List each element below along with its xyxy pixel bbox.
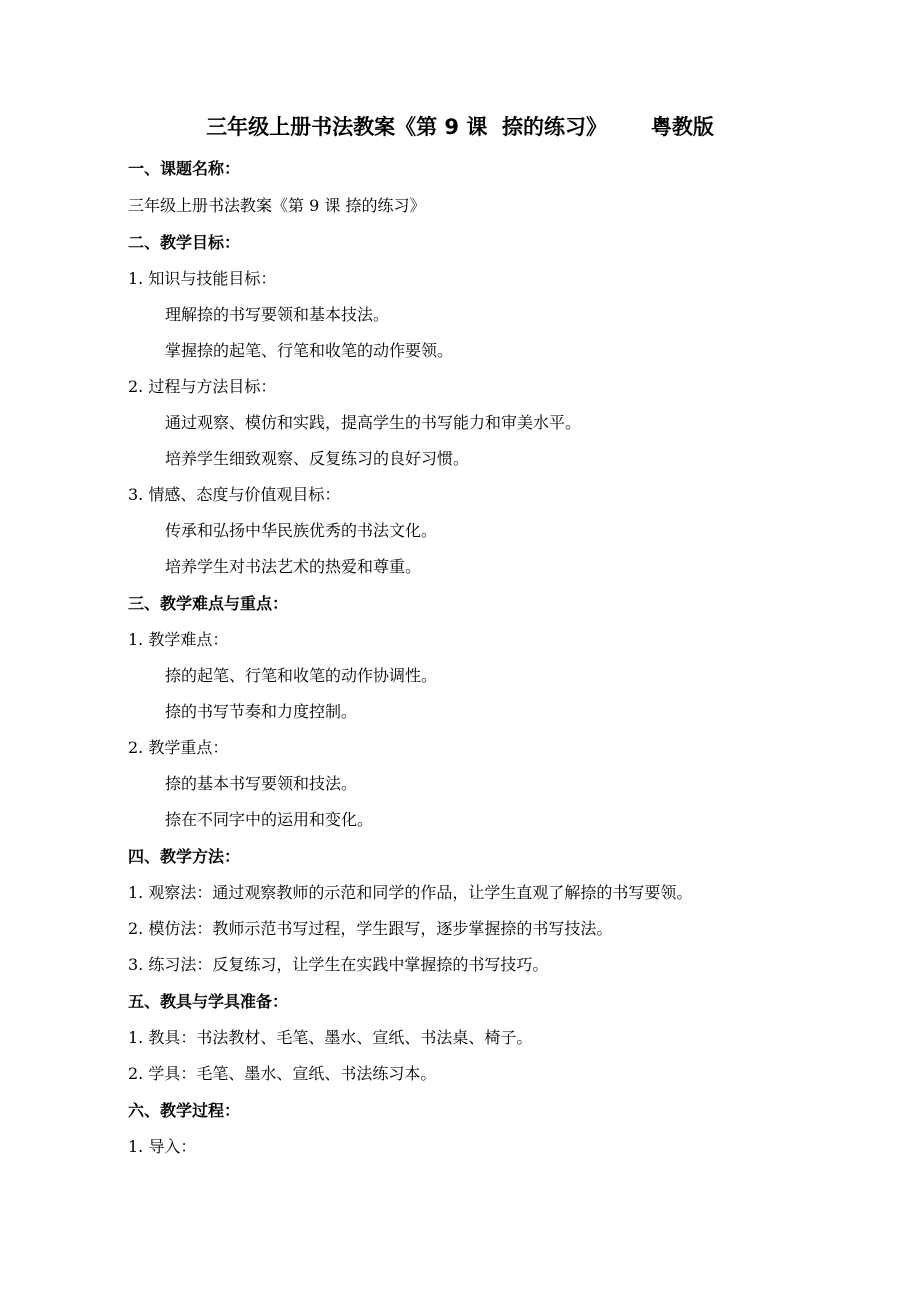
objective-line: 传承和弘扬中华民族优秀的书法文化。: [165, 521, 438, 540]
section-heading-topic: 一、课题名称：: [128, 159, 241, 178]
objective-label-process: 2. 过程与方法目标：: [128, 377, 277, 396]
objective-line: 培养学生细致观察、反复练习的良好习惯。: [165, 449, 470, 468]
method-line: 1. 观察法：通过观察教师的示范和同学的作品，让学生直观了解捺的书写要领。: [128, 883, 693, 902]
materials-line: 1. 教具：书法教材、毛笔、墨水、宣纸、书法桌、椅子。: [128, 1028, 533, 1047]
topic-name-text: 三年级上册书法教案《第 9 课 捺的练习》: [128, 196, 426, 215]
keypoint-line: 捺的基本书写要领和技法。: [165, 774, 358, 793]
section-heading-difficulties: 三、教学难点与重点：: [128, 594, 289, 613]
method-line: 2. 模仿法：教师示范书写过程，学生跟写，逐步掌握捺的书写技法。: [128, 919, 613, 938]
process-line: 1. 导入：: [128, 1137, 197, 1156]
section-heading-methods: 四、教学方法：: [128, 847, 241, 866]
keypoint-label: 2. 教学重点：: [128, 738, 229, 757]
objective-line: 培养学生对书法艺术的热爱和尊重。: [165, 557, 422, 576]
difficulty-line: 捺的书写节奏和力度控制。: [165, 702, 358, 721]
difficulty-line: 捺的起笔、行笔和收笔的动作协调性。: [165, 666, 438, 685]
difficulty-label: 1. 教学难点：: [128, 630, 229, 649]
objective-line: 掌握捺的起笔、行笔和收笔的动作要领。: [165, 341, 454, 360]
document-title: 三年级上册书法教案《第 9 课 捺的练习》 粤教版: [206, 115, 714, 139]
materials-line: 2. 学具：毛笔、墨水、宣纸、书法练习本。: [128, 1064, 437, 1083]
section-heading-objectives: 二、教学目标：: [128, 233, 241, 252]
objective-line: 理解捺的书写要领和基本技法。: [165, 305, 390, 324]
objective-line: 通过观察、模仿和实践，提高学生的书写能力和审美水平。: [165, 413, 582, 432]
objective-label-knowledge: 1. 知识与技能目标：: [128, 269, 277, 288]
keypoint-line: 捺在不同字中的运用和变化。: [165, 810, 374, 829]
section-heading-process: 六、教学过程：: [128, 1101, 241, 1120]
section-heading-materials: 五、教具与学具准备：: [128, 992, 289, 1011]
objective-label-attitude: 3. 情感、态度与价值观目标：: [128, 485, 341, 504]
method-line: 3. 练习法：反复练习，让学生在实践中掌握捺的书写技巧。: [128, 955, 549, 974]
